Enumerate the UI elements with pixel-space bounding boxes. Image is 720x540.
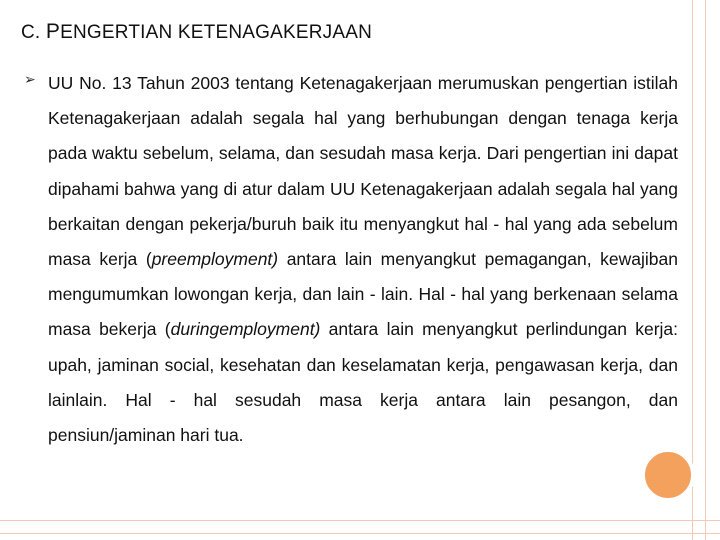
decorative-frame-right bbox=[692, 0, 706, 540]
title-rest: ENGERTIAN KETENAGAKERJAAN bbox=[60, 22, 372, 43]
paragraph-part-3: antara lain menyangkut perlindungan kerja: upah, jaminan social, kesehatan dan keselamatan kerja, pengawasan kerja, dan lainlain. Hal - hal sesudah masa kerja antara lain pesangon, dan pensiun/jaminan hari tua. bbox=[48, 319, 678, 446]
accent-circle bbox=[641, 448, 695, 502]
title-first-cap: P bbox=[45, 20, 61, 43]
paragraph-italic-preemployment: preemployment) bbox=[151, 249, 279, 270]
title-prefix: C. bbox=[21, 22, 46, 43]
slide-title bbox=[21, 20, 372, 44]
arrow-bullet-icon: ➢ bbox=[24, 71, 36, 87]
decorative-frame-bottom bbox=[0, 520, 720, 534]
paragraph-part-1: UU No. 13 Tahun 2003 tentang Ketenagakerjaan merumuskan pengertian istilah Ketenagakerjaan adalah segala hal yang berhubungan dengan tenaga kerja pada waktu sebelum, selama, dan sesudah masa kerja. Dari pengertian ini dapat dipahami bahwa yang di atur dalam UU Ketenagakerjaan adalah segala hal yang berkaitan dengan pekerja/buruh baik itu menyangkut hal - hal yang ada sebelum masa kerja ( bbox=[48, 73, 678, 270]
paragraph-italic-duringemployment: duringemployment) bbox=[170, 319, 321, 340]
paragraph-part-2: antara lain menyangkut pemagangan, kewajiban mengumumkan lowongan kerja, dan lain - lain. Hal - hal yang berkenaan selama masa bekerja ( bbox=[48, 249, 679, 340]
body-paragraph bbox=[48, 66, 678, 453]
